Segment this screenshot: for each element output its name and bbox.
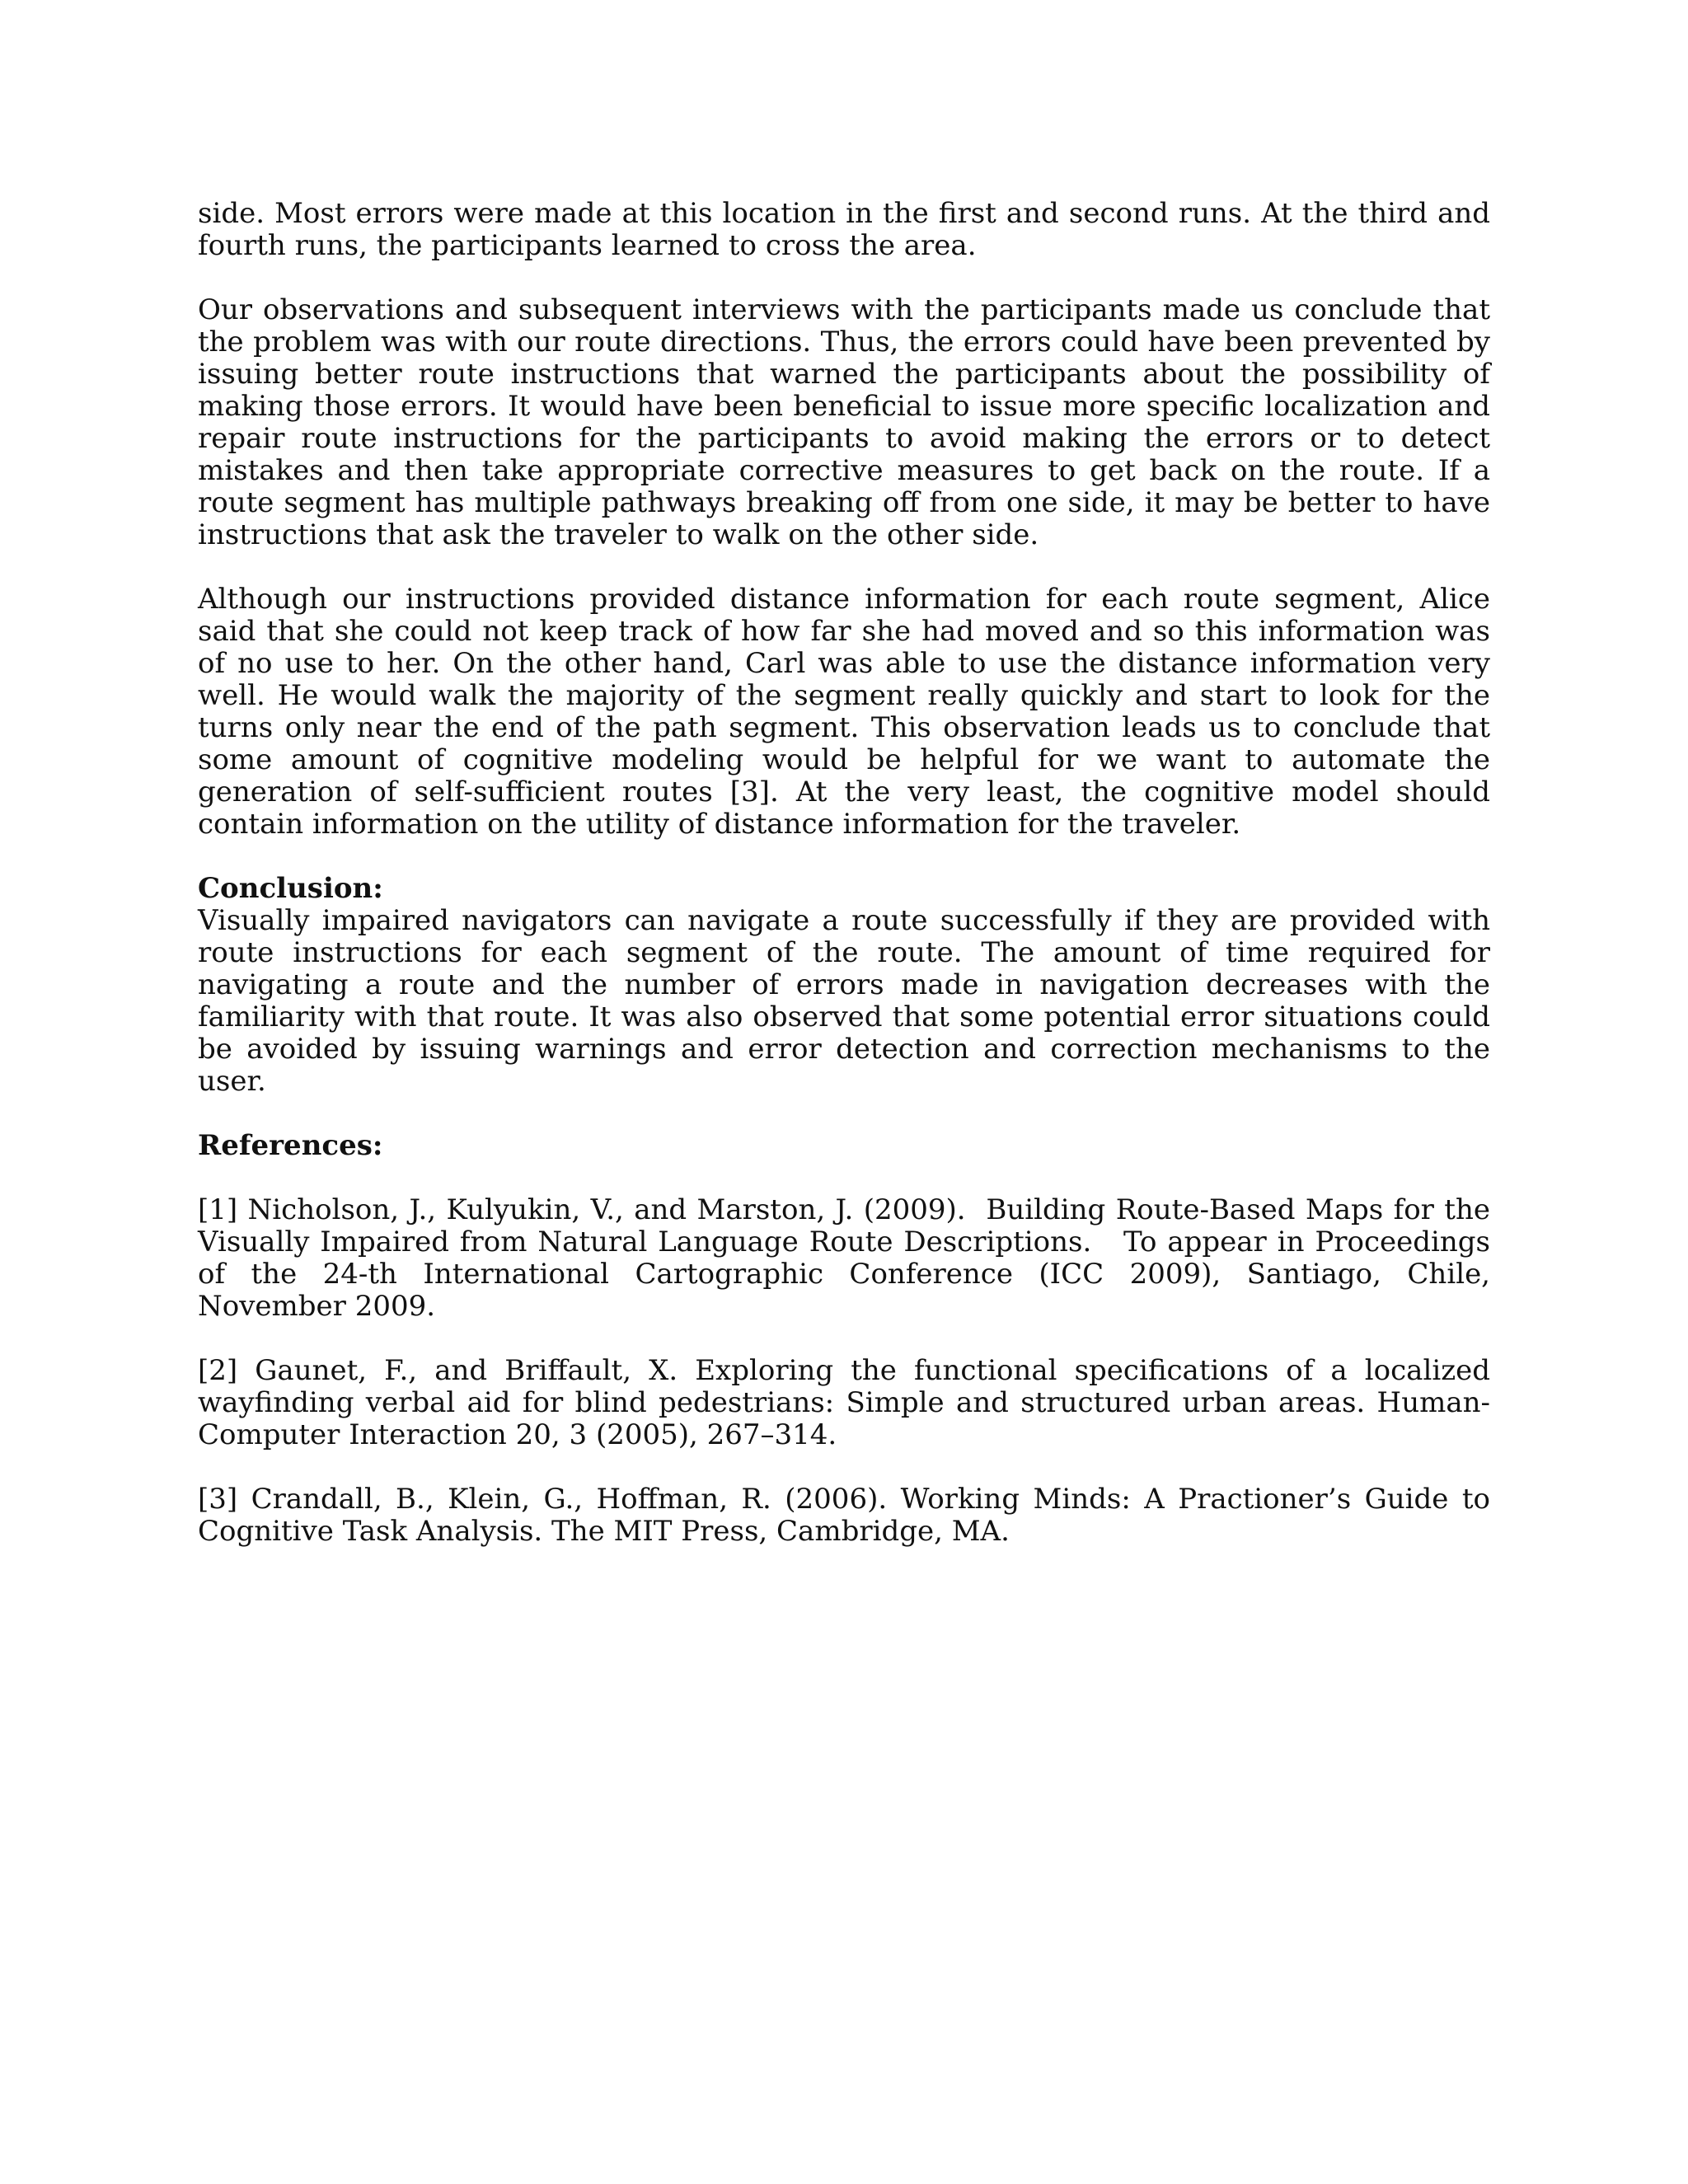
conclusion-paragraph: Visually impaired navigators can navigate a route successfully if they are provided with route instructions for each segment of the route. The amount of time required for navigating a route and the number of errors made in navigation decreases with the familiarity with that route. It was also observed that some potential error situations could be avoided by issuing warnings and error detection and correction mechanisms to the user. xyxy=(198,904,1490,1098)
conclusion-section xyxy=(198,873,1490,1098)
body-paragraph: Our observations and subsequent interviews with the participants made us conclude that the problem was with our route directions. Thus, the errors could have been prevented by issuing better route instructions that warned the participants about the possibility of making those errors. It would have been beneficial to issue more specific localization and repair route instructions for the participants to avoid making the errors or to detect mistakes and then take appropriate corrective measures to get back on the route. If a route segment has multiple pathways breaking off from one side, it may be better to have instructions that ask the traveler to walk on the other side. xyxy=(198,293,1490,551)
document-page xyxy=(198,197,1499,1580)
reference-item: [3] Crandall, B., Klein, G., Hoffman, R. (2006). Working Minds: A Practioner’s Guide to Cognitive Task Analysis. The MIT Press, Cambridge, MA. xyxy=(198,1483,1499,1548)
reference-item: [1] Nicholson, J., Kulyukin, V., and Marston, J. (2009). Building Route-Based Maps for the Visually Impaired from Natural Language Route Descriptions. To appear in Proceedings of the 24-th International Cartographic Conference (ICC 2009), Santiago, Chile, November 2009. xyxy=(198,1193,1499,1323)
references-heading: References: xyxy=(198,1129,383,1162)
conclusion-heading: Conclusion: xyxy=(198,872,383,905)
body-paragraph: Although our instructions provided distance information for each route segment, Alice said that she could not keep track of how far she had moved and so this information was of no use to her. On the other hand, Carl was able to use the distance information very well. He would walk the majority of the segment really quickly and start to look for the turns only near the end of the path segment. This observation leads us to conclude that some amount of cognitive modeling would be helpful for we want to automate the generation of self-sufficient routes [3]. At the very least, the cognitive model should contain information on the utility of distance information for the traveler. xyxy=(198,583,1490,841)
body-paragraph: side. Most errors were made at this location in the first and second runs. At the third and fourth runs, the participants learned to cross the area. xyxy=(198,197,1490,262)
references-section xyxy=(198,1129,1499,1548)
reference-item: [2] Gaunet, F., and Briffault, X. Exploring the functional specifications of a localized wayfinding verbal aid for blind pedestrians: Simple and structured urban areas. Human-Computer Interaction 20, 3 (2005), 267–314. xyxy=(198,1354,1499,1451)
